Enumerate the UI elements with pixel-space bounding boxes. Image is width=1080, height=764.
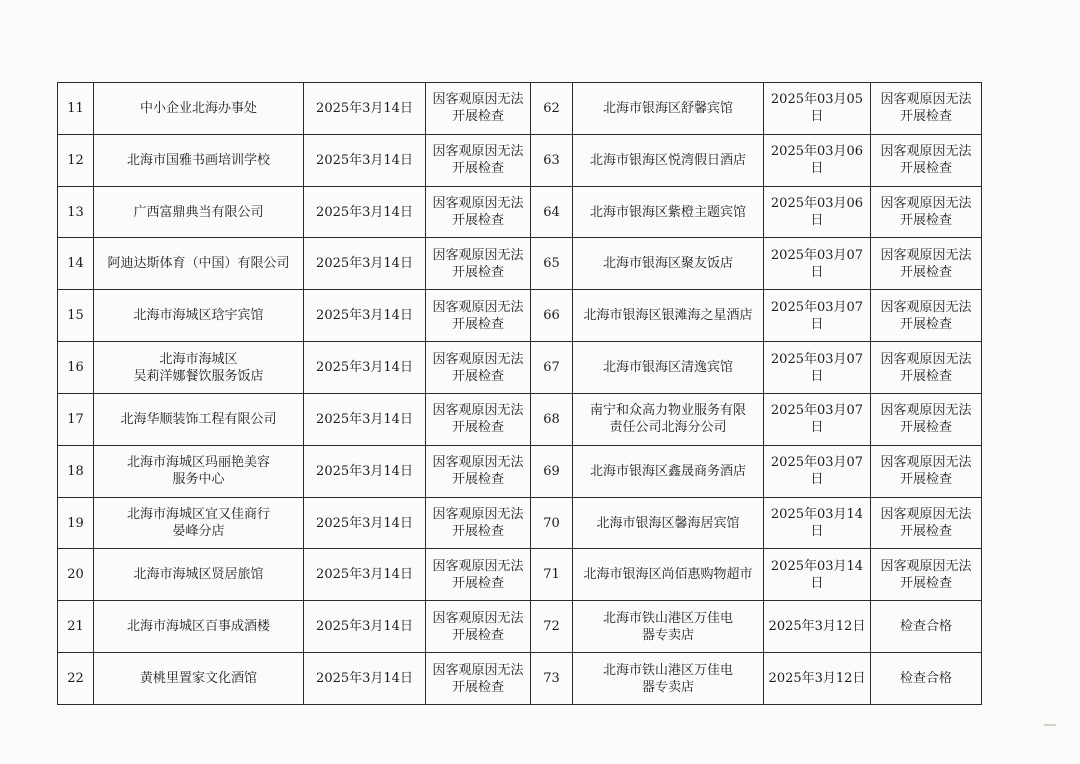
left-name-cell: 北海市海城区贤居旅馆	[94, 549, 304, 601]
left-result-text: 因客观原因无法	[432, 351, 524, 367]
right-result-text: 因客观原因无法	[880, 455, 972, 471]
right-result-text-line2: 开展检查	[899, 264, 952, 280]
left-result-text: 因客观原因无法	[432, 92, 524, 108]
right-result-text-line2: 开展检查	[899, 161, 952, 177]
table-body	[58, 83, 982, 705]
right-result-text-line2: 开展检查	[899, 472, 952, 488]
left-result-text-line2: 开展检查	[451, 627, 504, 643]
right-result-cell	[871, 549, 982, 601]
right-result-cell	[871, 186, 982, 238]
right-no-cell: 62	[531, 83, 573, 135]
left-result-text-line2: 开展检查	[451, 109, 504, 125]
right-name-text-line2: 责任公司北海分公司	[609, 420, 727, 436]
left-result-text-line2: 开展检查	[451, 524, 504, 540]
right-date-cell: 2025年03月07日	[764, 445, 871, 497]
right-result-text: 因客观原因无法	[880, 403, 972, 419]
right-result-cell	[871, 393, 982, 445]
inspection-records-table	[57, 82, 982, 705]
right-result-cell	[871, 445, 982, 497]
left-result-text: 因客观原因无法	[432, 455, 524, 471]
left-no-cell: 21	[58, 601, 94, 653]
left-result-text-line2: 开展检查	[451, 213, 504, 229]
left-result-cell	[426, 497, 531, 549]
right-date-cell: 2025年03月07日	[764, 393, 871, 445]
right-result-text-line2: 开展检查	[899, 316, 952, 332]
left-name-cell: 北海市海城区 吴莉洋娜餐饮服务饭店	[94, 342, 304, 394]
left-result-cell	[426, 653, 531, 705]
left-name-cell	[94, 445, 304, 497]
right-result-text-line2: 开展检查	[899, 109, 952, 125]
left-date-cell: 2025年3月14日	[304, 549, 426, 601]
left-name-text: 北海市海城区玛丽艳美容	[126, 455, 270, 471]
right-result-text: 因客观原因无法	[880, 558, 972, 574]
left-result-cell	[426, 393, 531, 445]
table-row	[58, 393, 982, 445]
right-name-text: 北海市铁山港区万佳电	[602, 610, 733, 626]
right-result-cell	[871, 497, 982, 549]
left-result-text: 因客观原因无法	[432, 610, 524, 626]
right-result-cell	[871, 342, 982, 394]
left-date-cell: 2025年3月14日	[304, 393, 426, 445]
right-date-cell: 2025年03月06日	[764, 186, 871, 238]
table-row	[58, 186, 982, 238]
left-result-cell	[426, 342, 531, 394]
right-no-cell: 73	[531, 653, 573, 705]
left-date-cell: 2025年3月14日	[304, 290, 426, 342]
left-no-cell: 19	[58, 497, 94, 549]
table-row	[58, 290, 982, 342]
left-no-cell: 11	[58, 83, 94, 135]
left-result-text: 因客观原因无法	[432, 507, 524, 523]
left-result-text: 因客观原因无法	[432, 403, 524, 419]
right-result-text-line2: 开展检查	[899, 524, 952, 540]
left-date-cell: 2025年3月14日	[304, 342, 426, 394]
left-result-cell	[426, 445, 531, 497]
right-result-text: 因客观原因无法	[880, 247, 972, 263]
right-name-text-line2: 器专卖店	[641, 679, 694, 695]
right-name-cell: 北海市银海区馨海居宾馆	[573, 497, 764, 549]
right-name-cell: 北海市银海区银滩海之星酒店	[573, 290, 764, 342]
left-result-text-line2: 开展检查	[451, 368, 504, 384]
right-no-cell: 66	[531, 290, 573, 342]
left-date-cell: 2025年3月14日	[304, 134, 426, 186]
right-no-cell: 70	[531, 497, 573, 549]
left-name-cell: 阿迪达斯体育（中国）有限公司	[94, 238, 304, 290]
right-name-cell: 北海市银海区聚友饭店	[573, 238, 764, 290]
left-result-text: 因客观原因无法	[432, 196, 524, 212]
right-name-cell: 北海市银海区紫橙主题宾馆	[573, 186, 764, 238]
left-date-cell: 2025年3月14日	[304, 238, 426, 290]
right-name-cell: 北海市银海区鑫晟商务酒店	[573, 445, 764, 497]
left-result-text: 因客观原因无法	[432, 662, 524, 678]
left-no-cell: 14	[58, 238, 94, 290]
table-row	[58, 445, 982, 497]
left-result-text-line2: 开展检查	[451, 316, 504, 332]
left-no-cell: 16	[58, 342, 94, 394]
right-result-text: 因客观原因无法	[880, 196, 972, 212]
right-no-cell: 72	[531, 601, 573, 653]
left-name-cell: 黄桃里置家文化酒馆	[94, 653, 304, 705]
left-result-cell	[426, 290, 531, 342]
right-date-cell: 2025年03月14日	[764, 549, 871, 601]
left-result-cell	[426, 549, 531, 601]
right-name-cell: 北海市银海区舒馨宾馆	[573, 83, 764, 135]
table-row	[58, 549, 982, 601]
right-no-cell: 65	[531, 238, 573, 290]
left-name-cell: 北海市海城区琀宇宾馆	[94, 290, 304, 342]
left-result-text: 因客观原因无法	[432, 247, 524, 263]
left-name-cell: 北海市海城区宜又佳商行 晏峰分店	[94, 497, 304, 549]
left-no-cell: 22	[58, 653, 94, 705]
right-name-cell: 北海市银海区悦湾假日酒店	[573, 134, 764, 186]
left-result-text: 因客观原因无法	[432, 299, 524, 315]
right-result-text-line2: 开展检查	[899, 575, 952, 591]
left-result-text-line2: 开展检查	[451, 161, 504, 177]
right-date-cell: 2025年3月12日	[764, 653, 871, 705]
right-result-text-line2: 开展检查	[899, 368, 952, 384]
right-result-text: 因客观原因无法	[880, 144, 972, 160]
left-result-cell	[426, 601, 531, 653]
left-result-text: 因客观原因无法	[432, 558, 524, 574]
left-no-cell: 20	[58, 549, 94, 601]
table-row	[58, 497, 982, 549]
left-no-cell: 15	[58, 290, 94, 342]
left-no-cell: 12	[58, 134, 94, 186]
right-name-cell: 北海市银海区清逸宾馆	[573, 342, 764, 394]
right-result-text: 因客观原因无法	[880, 507, 972, 523]
right-no-cell: 67	[531, 342, 573, 394]
scan-artifact	[1044, 724, 1056, 726]
right-date-cell: 2025年03月07日	[764, 342, 871, 394]
left-result-text-line2: 开展检查	[451, 264, 504, 280]
left-result-text: 因客观原因无法	[432, 144, 524, 160]
left-name-cell: 中小企业北海办事处	[94, 83, 304, 135]
left-name-text-line2: 服务中心	[172, 472, 225, 488]
left-result-cell	[426, 83, 531, 135]
right-name-text: 南宁和众高力物业服务有限	[589, 403, 746, 419]
right-date-cell: 2025年03月05日	[764, 83, 871, 135]
left-name-cell: 广西富鼎典当有限公司	[94, 186, 304, 238]
right-result-cell	[871, 290, 982, 342]
left-name-cell: 北海市海城区百事成酒楼	[94, 601, 304, 653]
right-name-text: 北海市铁山港区万佳电	[602, 662, 733, 678]
left-date-cell: 2025年3月14日	[304, 445, 426, 497]
right-result-text: 因客观原因无法	[880, 299, 972, 315]
right-result-text-line2: 开展检查	[899, 213, 952, 229]
left-result-text-line2: 开展检查	[451, 420, 504, 436]
left-result-cell	[426, 186, 531, 238]
table-row	[58, 83, 982, 135]
right-result-cell	[871, 134, 982, 186]
right-no-cell: 71	[531, 549, 573, 601]
right-result-cell: 检查合格	[871, 601, 982, 653]
table-row	[58, 342, 982, 394]
left-name-cell: 北海华顺装饰工程有限公司	[94, 393, 304, 445]
left-result-cell	[426, 238, 531, 290]
right-date-cell: 2025年3月12日	[764, 601, 871, 653]
right-date-cell: 2025年03月07日	[764, 238, 871, 290]
right-no-cell: 68	[531, 393, 573, 445]
right-result-text: 因客观原因无法	[880, 92, 972, 108]
left-result-text-line2: 开展检查	[451, 575, 504, 591]
right-result-cell	[871, 238, 982, 290]
left-result-text-line2: 开展检查	[451, 472, 504, 488]
left-date-cell: 2025年3月14日	[304, 497, 426, 549]
right-result-cell	[871, 83, 982, 135]
right-date-cell: 2025年03月14日	[764, 497, 871, 549]
right-name-text-line2: 器专卖店	[641, 627, 694, 643]
right-name-cell	[573, 393, 764, 445]
left-date-cell: 2025年3月14日	[304, 601, 426, 653]
left-date-cell: 2025年3月14日	[304, 83, 426, 135]
right-result-text-line2: 开展检查	[899, 420, 952, 436]
left-result-text-line2: 开展检查	[451, 679, 504, 695]
table-row	[58, 601, 982, 653]
right-no-cell: 64	[531, 186, 573, 238]
right-no-cell: 63	[531, 134, 573, 186]
right-no-cell: 69	[531, 445, 573, 497]
right-date-cell: 2025年03月07日	[764, 290, 871, 342]
left-date-cell: 2025年3月14日	[304, 186, 426, 238]
left-no-cell: 13	[58, 186, 94, 238]
right-date-cell: 2025年03月06日	[764, 134, 871, 186]
right-name-cell: 北海市银海区尚佰惠购物超市	[573, 549, 764, 601]
table-row	[58, 238, 982, 290]
left-result-cell	[426, 134, 531, 186]
left-no-cell: 18	[58, 445, 94, 497]
left-date-cell: 2025年3月14日	[304, 653, 426, 705]
right-result-cell: 检查合格	[871, 653, 982, 705]
left-no-cell: 17	[58, 393, 94, 445]
right-name-cell	[573, 601, 764, 653]
left-name-cell: 北海市国雅书画培训学校	[94, 134, 304, 186]
table-row	[58, 653, 982, 705]
right-name-cell	[573, 653, 764, 705]
right-result-text: 因客观原因无法	[880, 351, 972, 367]
table-row	[58, 134, 982, 186]
